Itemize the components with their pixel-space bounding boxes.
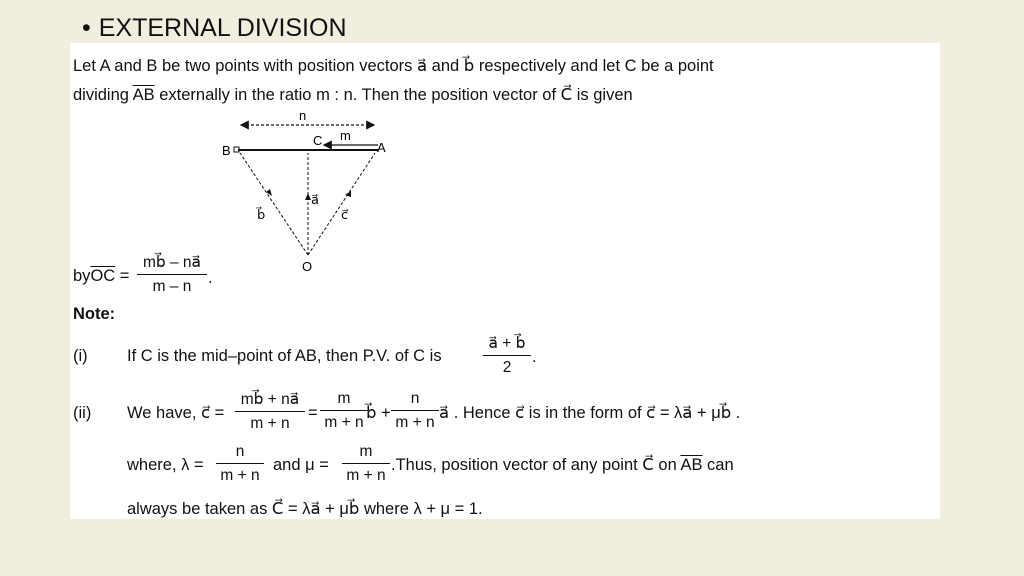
note-i-end: . [532, 348, 537, 366]
note-ii-label: (ii) [73, 404, 92, 422]
note-i-text: If C is the mid–point of AB, then P.V. of C is [127, 347, 442, 365]
formula-eq: = [119, 267, 130, 285]
note-ii-fraction-1 [235, 390, 305, 433]
note-ii-f1-numerator: mb⃗ + na⃗ [235, 390, 305, 412]
note-w2-numerator: m [342, 443, 390, 464]
note-w1-denominator: m + n [220, 467, 260, 484]
intro-line-2 [73, 85, 633, 105]
label-a-vector: a⃗ [311, 192, 319, 207]
note-ii-eq: = [308, 404, 318, 422]
formula-numerator: mb⃗ – na⃗ [137, 253, 207, 275]
note-ii-f3-denominator: m + n [395, 414, 435, 431]
formula-oc: $\overline{OC}$ [90, 267, 116, 285]
note-heading: Note: [73, 305, 116, 323]
note-ii-fraction-2 [320, 390, 368, 432]
note-w1-numerator: n [216, 443, 264, 464]
note-ii-f2-denominator: m + n [324, 414, 364, 431]
division-diagram [220, 105, 400, 280]
note-ii-fraction-3 [391, 390, 439, 432]
label-m: m [340, 128, 351, 143]
label-o-point: O [302, 259, 313, 274]
intro-line-2-pre: dividing [73, 86, 133, 104]
formula-end: . [208, 269, 213, 287]
content-panel [70, 43, 940, 519]
note-where-post-a: .Thus, position vector of any point C⃗ on [391, 456, 681, 474]
note-last-line: always be taken as C⃗ = λa⃗ + μb⃗ where λ + μ = 1. [127, 500, 483, 518]
note-where-ab: $\overline{AB}$ [680, 456, 703, 474]
label-c-vector: c⃗ [341, 207, 349, 222]
note-ii-b-plus: b⃗ + [366, 404, 391, 422]
note-ii-f3-numerator: n [391, 390, 439, 411]
note-where-post [391, 455, 734, 475]
title-bullet: • [82, 14, 91, 42]
intro-line-1: Let A and B be two points with position vectors a⃗ and b⃗ respectively and let C be a point [73, 57, 714, 75]
note-ii-pre: We have, c⃗ = [127, 404, 225, 422]
note-i-fraction [483, 334, 531, 377]
label-c-point: C [313, 133, 323, 148]
note-i-denominator: 2 [502, 359, 512, 376]
intro-line-2-post: externally in the ratio m : n. Then the position vector of C⃗ is given [154, 86, 633, 104]
formula-prefix [73, 266, 129, 286]
note-w2-denominator: m + n [346, 467, 386, 484]
label-n: n [299, 108, 307, 123]
label-b-vector: b⃗ [257, 207, 266, 222]
vector-b-arrowhead [266, 189, 272, 196]
note-where-fraction-1 [216, 443, 264, 485]
note-ii-f1-denominator: m + n [250, 415, 290, 432]
note-ii-post: a⃗ . Hence c⃗ is in the form of c⃗ = λa⃗ + μb⃗ . [439, 404, 741, 422]
note-i-numerator: a⃗ + b⃗ [483, 334, 531, 356]
label-a-point: A [377, 140, 386, 155]
slide-title [82, 14, 347, 43]
note-i-label: (i) [73, 347, 88, 365]
note-where-pre: where, λ = [127, 456, 204, 474]
formula-fraction [137, 253, 207, 296]
label-b-point: B [222, 143, 231, 158]
formula-by: by [73, 267, 91, 285]
title-text: EXTERNAL DIVISION [98, 14, 347, 42]
note-and-mu: and μ = [273, 456, 329, 474]
formula-denominator: m – n [152, 278, 192, 295]
vector-b-line [240, 153, 308, 255]
note-ii-f2-numerator: m [320, 390, 368, 411]
note-where-fraction-2 [342, 443, 390, 485]
vector-a-arrowhead [345, 191, 351, 197]
intro-ab: $\overline{AB}$ [132, 86, 155, 104]
note-where-post-b: can [702, 456, 734, 474]
